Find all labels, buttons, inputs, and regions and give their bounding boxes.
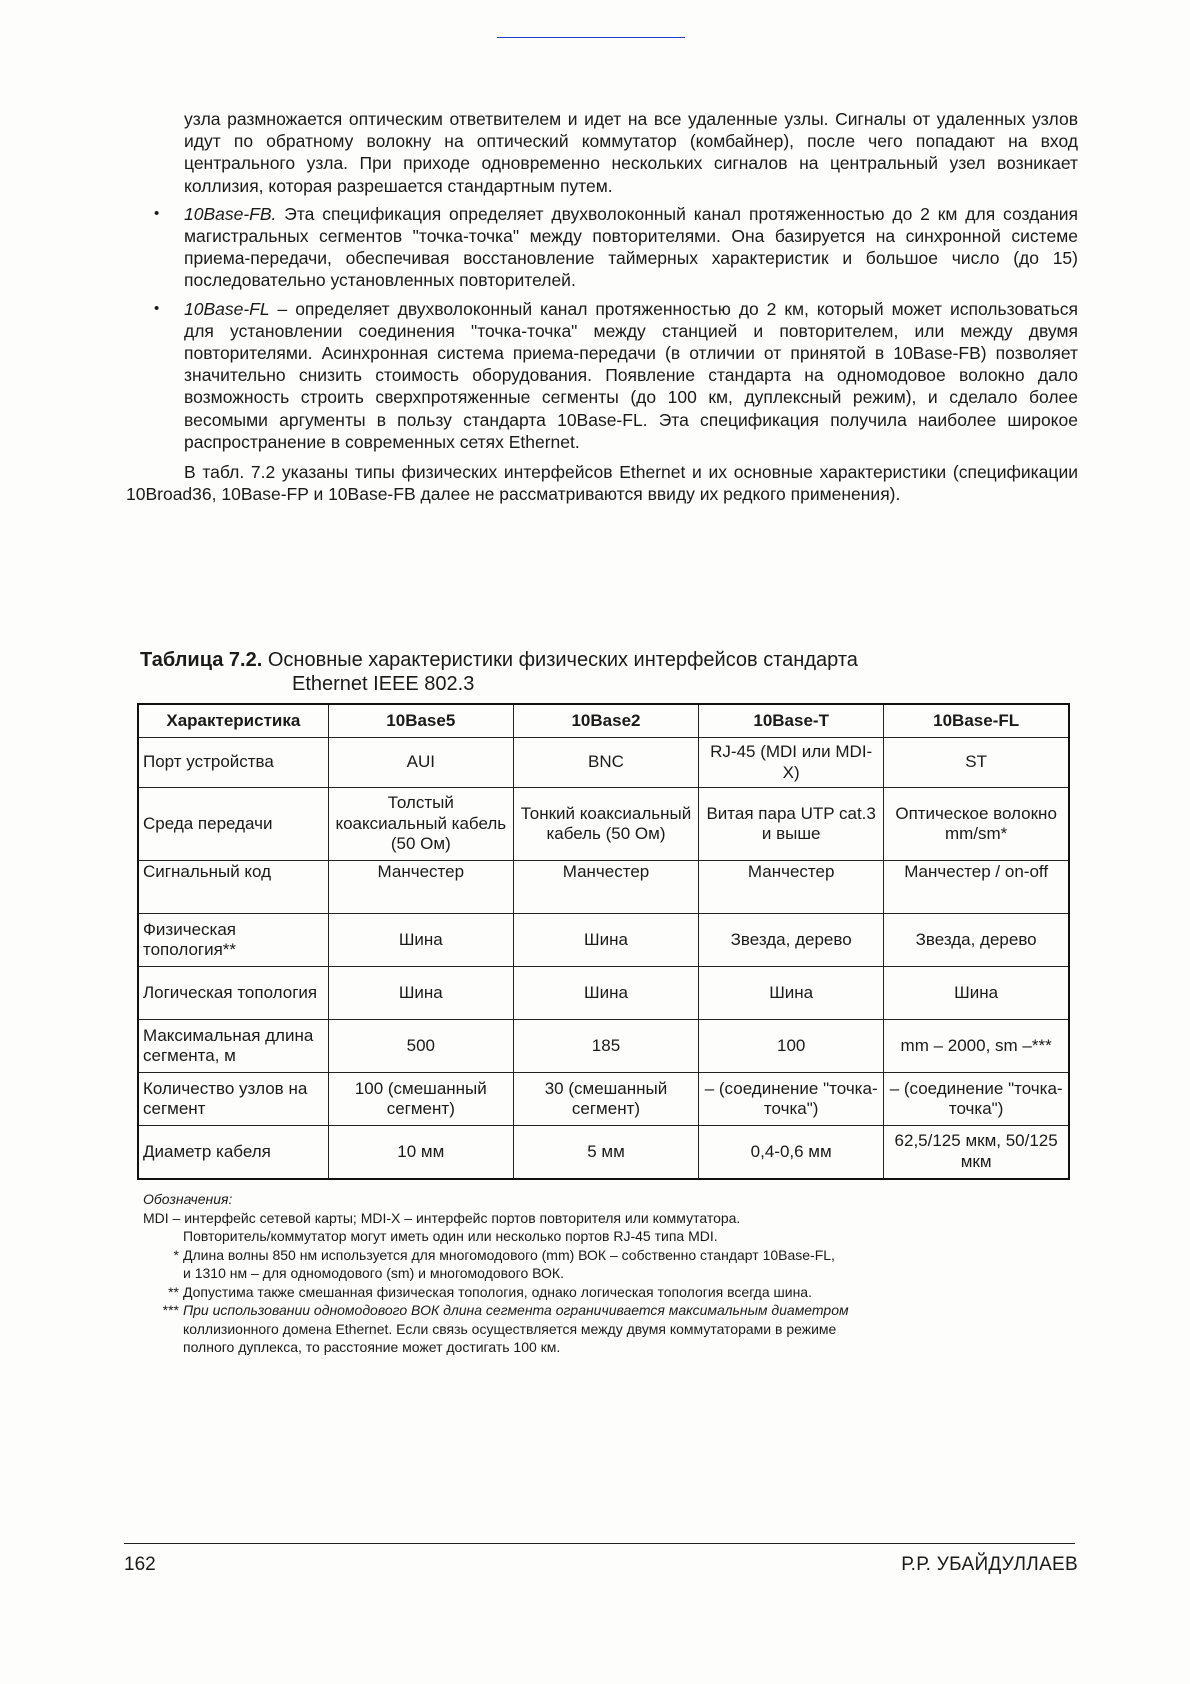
row-label: Диаметр кабеля <box>138 1126 328 1179</box>
ethernet-spec-table <box>137 703 1070 1180</box>
table-cell: RJ-45 (MDI или MDI-X) <box>699 738 884 788</box>
table-cell: 100 <box>699 1020 884 1073</box>
top-link-rule <box>497 37 685 38</box>
table-row <box>138 861 1069 914</box>
note-marker: ** <box>168 1283 179 1300</box>
table-cell: 10 мм <box>328 1126 513 1179</box>
table-cell: Тонкий коаксиальный кабель (50 Ом) <box>513 788 698 861</box>
bullet-10base-fl <box>126 298 1078 453</box>
table-cell: – (соединение "точка-точка") <box>884 1073 1069 1126</box>
header-cell: 10Base-T <box>699 704 884 738</box>
table-cell: 500 <box>328 1020 513 1073</box>
table-cell: Манчестер <box>699 861 884 914</box>
table-row <box>138 1020 1069 1073</box>
bullet-text: – определяет двухволоконный канал протяженностью до 2 км, который может использоваться для установлении соединения "точка-точка" между станцией и повторителем, или между двумя повторителями. Асинхронная система приема-передачи (в отличии от принятой в 10Base-FB) позволяет значительно снизить стоимость оборудования. Появление стандарта на одномодовое волокно дало возможность строить сверхпротяженные сегменты (до 100 км, дуплексный режим), и сделало более весомыми аргументы в пользу стандарта 10Base-FL. Эта спецификация получила наиболее широкое распространение в современных сетях Ethernet. <box>184 298 1078 452</box>
table-cell: AUI <box>328 738 513 788</box>
note-line: полного дуплекса, то расстояние может достигать 100 км. <box>183 1339 561 1355</box>
note-line: Повторитель/коммутатор могут иметь один или несколько портов RJ-45 типа MDI. <box>183 1228 718 1244</box>
note-line: MDI – интерфейс сетевой карты; MDI-X – интерфейс портов повторителя или коммутатора. <box>143 1209 741 1226</box>
table-cell: Витая пара UTP cat.3 и выше <box>699 788 884 861</box>
footer-rule <box>124 1543 1075 1544</box>
bullet-term: 10Base-FB. <box>184 203 277 224</box>
note-line: Длина волны 850 нм используется для многомодового (mm) ВОК – собственно стандарт 10Base-FL, <box>183 1246 835 1263</box>
note-mdi <box>143 1209 1043 1246</box>
row-label: Количество узлов на сегмент <box>138 1073 328 1126</box>
row-label: Порт устройства <box>138 738 328 788</box>
row-label: Среда передачи <box>138 788 328 861</box>
body-text <box>126 108 1078 505</box>
author-name: Р.Р. УБАЙДУЛЛАЕВ <box>901 1554 1078 1575</box>
bullet-text: Эта спецификация определяет двухволоконный канал протяженностью до 2 км для создания магистральных сегментов "точка-точка" между повторителями. Она базируется на синхронной системе приема-передачи, обеспечивая восстановление таймерных характеристик и большое число (до 15) последовательно установленных повторителей. <box>184 203 1078 291</box>
table-cell: Шина <box>884 967 1069 1020</box>
table-row <box>138 738 1069 788</box>
bullet-dot-icon: • <box>154 204 160 222</box>
table-cell: Манчестер / on-off <box>884 861 1069 914</box>
table-cell: – (соединение "точка-точка") <box>699 1073 884 1126</box>
table-row <box>138 967 1069 1020</box>
note-line: коллизионного домена Ethernet. Если связь осуществляется между двумя коммутаторами в режиме <box>183 1320 837 1337</box>
bullet-10base-fb <box>126 203 1078 292</box>
table-reference-paragraph: В табл. 7.2 указаны типы физических интерфейсов Ethernet и их основные характеристики (спецификации 10Broad36, 10Base-FP и 10Base-FB далее не рассматриваются ввиду их редкого применения). <box>126 462 1078 505</box>
table-cell: Звезда, дерево <box>884 914 1069 967</box>
page-number: 162 <box>124 1554 156 1575</box>
intro-paragraph: узла размножается оптическим ответвителем и идет на все удаленные узлы. Сигналы от удаленных узлов идут по обратному волокну на оптический коммутатор (комбайнер), после чего попадают на вход центрального узла. При приходе одновременно нескольких сигналов на центральный узел возникает коллизия, которая разрешается стандартным путем. <box>184 109 1078 196</box>
table-cell: Манчестер <box>513 861 698 914</box>
table-cell: Звезда, дерево <box>699 914 884 967</box>
table-row <box>138 1073 1069 1126</box>
table-cell: 30 (смешанный сегмент) <box>513 1073 698 1126</box>
caption-text: Основные характеристики физических интерфейсов стандарта <box>262 649 858 671</box>
header-cell: 10Base2 <box>513 704 698 738</box>
table-cell: Оптическое волокно mm/sm* <box>884 788 1069 861</box>
table-header-row <box>138 704 1069 738</box>
table-row <box>138 1126 1069 1179</box>
table-cell: 5 мм <box>513 1126 698 1179</box>
note-wavelength <box>143 1246 1043 1283</box>
row-label: Физическая топология** <box>138 914 328 967</box>
table-notes <box>143 1190 1043 1357</box>
table-cell: Шина <box>513 967 698 1020</box>
note-line: и 1310 нм – для одномодового (sm) и многомодового ВОК. <box>183 1265 564 1281</box>
table-cell: 185 <box>513 1020 698 1073</box>
table-cell: Шина <box>328 914 513 967</box>
header-cell: 10Base5 <box>328 704 513 738</box>
table-cell: Толстый коаксиальный кабель (50 Ом) <box>328 788 513 861</box>
note-line: Допустима также смешанная физическая топология, однако логическая топология всегда шина. <box>183 1283 812 1300</box>
notes-title: Обозначения: <box>143 1191 233 1207</box>
table-row <box>138 788 1069 861</box>
bullet-term: 10Base-FL <box>184 298 270 319</box>
table-cell: Манчестер <box>328 861 513 914</box>
note-marker: *** <box>162 1302 179 1318</box>
table-cell: Шина <box>513 914 698 967</box>
caption-label: Таблица 7.2. <box>140 649 263 671</box>
bullet-dot-icon: • <box>154 299 160 317</box>
caption-text-line2: Ethernet IEEE 802.3 <box>292 673 475 695</box>
row-label: Сигнальный код <box>138 861 328 914</box>
table-cell: 62,5/125 мкм, 50/125 мкм <box>884 1126 1069 1179</box>
note-topology <box>143 1283 1043 1302</box>
row-label: Логическая топология <box>138 967 328 1020</box>
table-cell: Шина <box>699 967 884 1020</box>
table-cell: 0,4-0,6 мм <box>699 1126 884 1179</box>
table-caption <box>140 648 1040 696</box>
table-cell: BNC <box>513 738 698 788</box>
table-cell: mm – 2000, sm –*** <box>884 1020 1069 1073</box>
note-single-mode <box>143 1301 1043 1357</box>
table-row <box>138 914 1069 967</box>
table-cell: 100 (смешанный сегмент) <box>328 1073 513 1126</box>
note-marker: * <box>173 1246 179 1263</box>
table-cell: ST <box>884 738 1069 788</box>
header-cell: 10Base-FL <box>884 704 1069 738</box>
row-label: Максимальная длина сегмента, м <box>138 1020 328 1073</box>
table-cell: Шина <box>328 967 513 1020</box>
header-cell: Характеристика <box>138 704 328 738</box>
note-line: При использовании одномодового ВОК длина сегмента ограничивается максимальным диаметром <box>183 1302 849 1318</box>
